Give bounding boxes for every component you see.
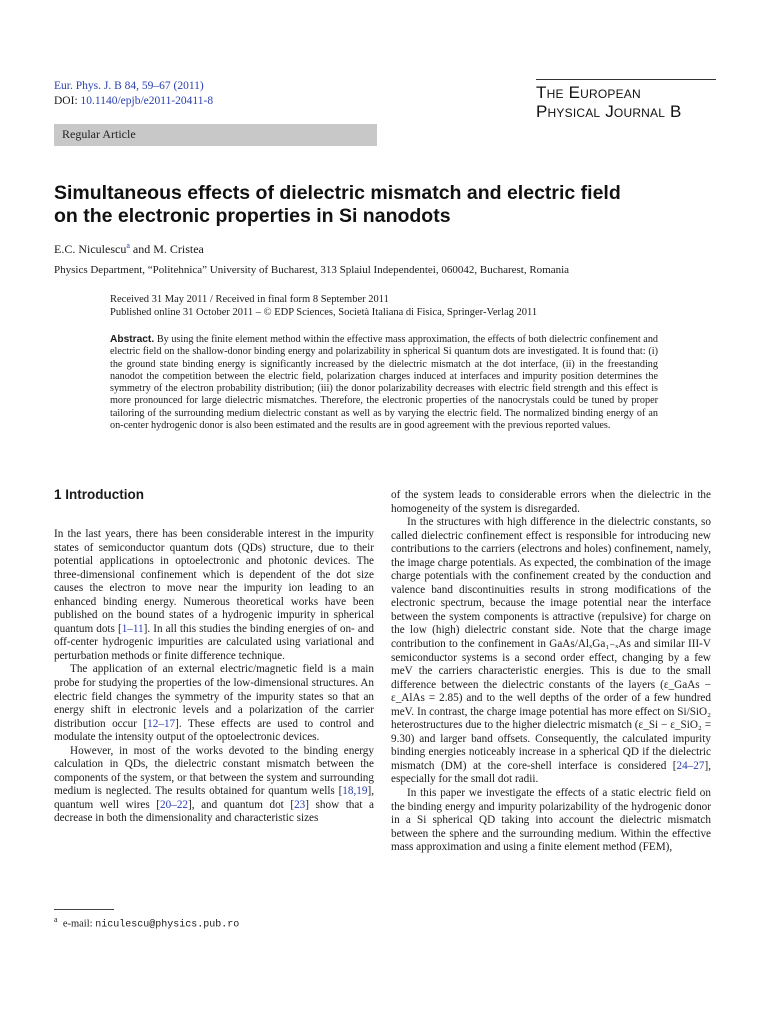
reference-link[interactable]: 18,19 (342, 785, 368, 798)
material-formula: GaAs/AlₓGa₁₋ₓAs (549, 638, 631, 651)
received-date: Received 31 May 2011 / Received in final form 8 September 2011 (110, 294, 389, 305)
doi-prefix: DOI: (54, 95, 81, 107)
paragraph: The application of an external electric/magnetic field is a main probe for studying the properties of the low-dimensional structures. An electric field changes the symmetry of the impurity states so that an energy shift in electronic levels and a polarization of the carrier distribution occur [12–17]. These effects are used to control and modulate the intensity output of the optoelectronic devices. (54, 663, 374, 744)
abstract (110, 334, 658, 432)
reference-link[interactable]: 23 (294, 798, 306, 811)
author-footnote-mark[interactable]: a (126, 241, 130, 250)
journal-name-line1: The European (536, 83, 641, 102)
authors (54, 241, 204, 257)
paragraph: of the system leads to considerable errors when the dielectric in the homogeneity of the system is disregarded. (391, 489, 711, 515)
abstract-text: By using the finite element method within the effective mass approximation, the effects of both dielectric confinement and electric field on the shallow-donor binding energy and polarizability in spherical Si quantum dots are investigated. It is found that: (i) the ground state binding energy is significantly increased by the dielectric mismatch at the dot interface, (ii) in the freestanding nanodot the competition between the electric field, polarization charges induced at interfaces and impurity position determines the symmetry of the electron probability distribution; (iii) the donor polarizability decreases with electric field strength and this effect is more pronounced for large dielectric mismatches. Therefore, the electronic properties of the nanocrystals could be tuned by proper tailoring of the surrounding medium dielectric constant as well as by varying the electric field. The normalized binding energy of an on-center hydrogenic donor is also been estimated and the results are in good agreement with the previous reported values. (110, 334, 659, 432)
reference-link[interactable]: 12–17 (147, 717, 176, 730)
author-separator: and (129, 242, 154, 256)
material-formula: Si/SiO₂ (677, 705, 711, 718)
reference-link[interactable]: 1–11 (121, 622, 144, 635)
column-left (54, 528, 374, 826)
journal-name (536, 83, 682, 121)
paragraph: In the structures with high difference in the dielectric constants, so called dielectric confinement effect is responsible for introducing new contributions to the carriers (electrons and holes) confinement, namely, the image charge potentials. As expected, the combination of the image charge potentials with the confinement created by the conduction and valence band discontinuities results in strong modifications of the electronic spectrum, because the image potential near the interface between the system components is attractive (repulsive) for charge on the low (high) dielectric constant side. Note that the charge image contribution to the confinement in GaAs/AlₓGa₁₋ₓAs and similar III-V semiconductor systems is a second order effect, changing by a few meV the carriers characteristic energies. This is due to the small difference between the dielectric constants of the layers (ε_GaAs − ε_AlAs = 2.85) and to the well depths of the order of a few hundred meV. In contrast, the charge image potential has more effect on Si/SiO₂ heterostructures due to the higher dielectric mismatch (ε_Si − ε_SiO₂ = 9.30) and larger band offsets. Consequently, the calculated impurity binding energies noticeably increase in a spherical QD if the dielectric mismatch (DM) at the core-shell interface is considered [24–27], especially for the small dot radii. (391, 516, 712, 786)
column-right (391, 489, 711, 855)
title-line-1: Simultaneous effects of dielectric mismatch and electric field (54, 182, 621, 204)
equation: ε_GaAs − ε_AlAs = 2.85 (391, 678, 711, 705)
paper-title (54, 182, 714, 228)
article-type-band (54, 124, 377, 146)
section-heading: 1 Introduction (54, 487, 144, 502)
equation: ε_Si − ε_SiO₂ = 9.30 (391, 719, 712, 745)
author-1: E.C. Niculescu (54, 242, 127, 256)
footnote (54, 915, 239, 931)
reference-link[interactable]: 24–27 (676, 759, 705, 772)
article-type: Regular Article (62, 127, 136, 141)
publication-dates (110, 293, 537, 319)
journal-rule (536, 79, 716, 80)
title-line-2: on the electronic properties in Si nanodots (54, 205, 451, 227)
paragraph: In the last years, there has been considerable interest in the impurity states of semiconductor quantum dots (QDs) structure, due to their potential applications in optoelectronic and photonic devices. The three-dimensional confinement which is dependent of the dot size causes the electron to move near the impurity ion leading to an enhanced binding energy. Numerous theoretical works have been published on the bound states of a hydrogenic impurity in spherical quantum dots [1–11]. In all this studies the binding energies of on- and off-center hydrogenic impurities are calculated using variational and perturbation methods or finite difference technique. (54, 528, 374, 662)
citation-link[interactable]: Eur. Phys. J. B 84, 59–67 (2011) (54, 80, 204, 92)
journal-name-line2: Physical Journal B (536, 102, 682, 121)
paragraph: However, in most of the works devoted to the binding energy calculation in QDs, the dielectric constant mismatch between the components of the system, or that between the system and surrounding medium is neglected. The results obtained for quantum wells [18,19], quantum well wires [20–22], and quantum dot [23] show that a decrease in both the dimensionality and characteristic sizes (54, 744, 374, 825)
reference-link[interactable]: 20–22 (160, 798, 188, 811)
published-date: Published online 31 October 2011 – © EDP Sciences, Società Italiana di Fisica, Springer-Verlag 2011 (110, 307, 538, 318)
journal-citation (54, 79, 213, 109)
abstract-label: Abstract. (110, 334, 155, 345)
paragraph: In this paper we investigate the effects of a static electric field on the binding energy and impurity polarizability of the hydrogenic donor in a Si spherical QD taking into account the dielectric mismatch between the sphere and the surrounding medium. Within the effective mass approximation and using a finite element method (FEM), (391, 787, 711, 854)
doi-link[interactable]: 10.1140/epjb/e2011-20411-8 (80, 95, 214, 107)
email-link[interactable]: niculescu@physics.pub.ro (95, 919, 240, 931)
affiliation: Physics Department, “Politehnica” University of Bucharest, 313 Splaiul Independentei, 060042, Bucharest, Romania (54, 264, 570, 276)
footnote-label: e-mail: (62, 918, 96, 930)
author-2: M. Cristea (153, 242, 204, 256)
footnote-mark: a (54, 915, 58, 924)
footnote-rule (54, 909, 114, 910)
